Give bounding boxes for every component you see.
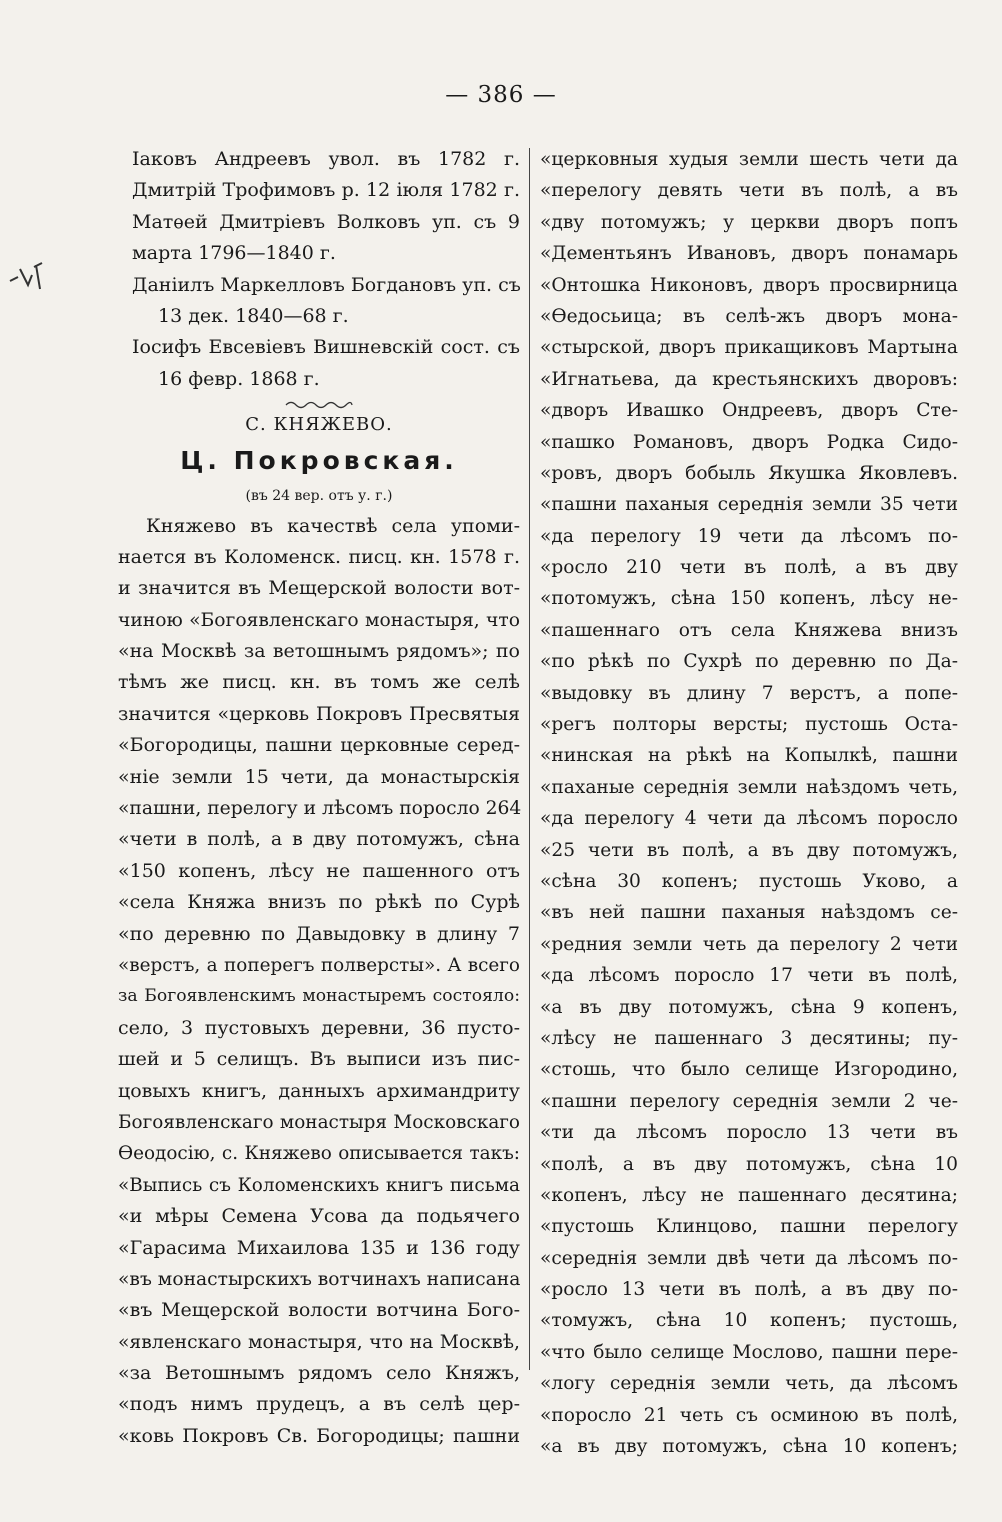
page-number: — 386 —: [445, 82, 557, 108]
text-line: нается въ Коломенск. писц. кн. 1578 г.: [118, 545, 520, 568]
text-line: «полѣ, а въ дву потомужъ, сѣна 10: [540, 1153, 958, 1175]
text-line: «въ ней пашни паханыя наѣздомъ се-: [540, 902, 958, 924]
clergy-line: Іаковъ Андреевъ увол. въ 1782 г.: [132, 148, 520, 170]
text-line: «да лѣсомъ поросло 17 чети въ полѣ,: [540, 965, 958, 987]
clergy-line: Матѳей Дмитріевъ Волковъ уп. съ 9: [132, 210, 520, 233]
text-line: «лѣсу не пашеннаго 3 десятины; пу-: [540, 1027, 958, 1049]
text-line: «Игнатьева, да крестьянскихъ дворовъ:: [540, 368, 958, 390]
text-line: «а въ дву потомужъ, сѣна 10 копенъ;: [540, 1436, 958, 1458]
text-line: «пашко Романовъ, дворъ Родка Сидо-: [540, 431, 958, 453]
text-line: Ѳеодосію, с. Княжево описывается такъ:: [118, 1143, 520, 1165]
text-line: «дву потомужъ; у церкви дворъ попъ: [540, 211, 958, 233]
text-line: за Богоявленскимъ монастыремъ состояло:: [118, 986, 520, 1007]
clergy-line: Даніилъ Маркелловъ Богдановъ уп. съ: [132, 273, 521, 296]
text-line: «подъ нимъ прудецъ, а въ селѣ цер-: [118, 1393, 520, 1416]
text-line: село, 3 пустовыхъ деревни, 36 пусто-: [118, 1016, 520, 1039]
text-line: «25 чети въ полѣ, а въ дву потомужъ,: [540, 839, 958, 861]
margin-pencil-mark: [8, 255, 58, 299]
village-heading: С. КНЯЖЕВО.: [245, 414, 393, 436]
text-line: «стошь, что было селище Изгородино,: [540, 1059, 958, 1081]
text-line: «регъ полторы версты; пустошь Оста-: [540, 714, 958, 736]
text-line: «поросло 21 четь съ осминою въ полѣ,: [540, 1404, 958, 1426]
text-line: «въ Мещерской волости вотчина Бого-: [118, 1299, 520, 1322]
decorative-squiggle: [118, 395, 520, 409]
text-line: «середнія земли двѣ чети да лѣсомъ по-: [540, 1247, 958, 1269]
text-line: «села Княжа внизъ по рѣкѣ по Сурѣ: [118, 891, 520, 914]
text-line: «чети в полѣ, а в дву потомужъ, сѣна: [118, 828, 520, 851]
text-line: «ковь Покровъ Св. Богородицы; пашни: [118, 1424, 520, 1447]
text-line: «и мѣры Семена Усова да подьячего: [118, 1205, 520, 1228]
church-heading: Ц. Покровская.: [180, 445, 458, 475]
clergy-line: 16 февр. 1868 г.: [158, 367, 320, 390]
text-line: «стырской, дворъ прикащиковъ Мартына: [540, 337, 958, 359]
text-line: «верстъ, а поперегъ полверсты». А всего: [118, 954, 520, 976]
text-line: «пашни перелогу середнія земли 2 че-: [540, 1090, 958, 1112]
clergy-line: марта 1796—1840 г.: [132, 242, 336, 265]
text-line: «потомужъ, сѣна 150 копенъ, лѣсу не-: [540, 588, 958, 610]
text-line: «а въ дву потомужъ, сѣна 9 копенъ,: [540, 996, 958, 1018]
text-line: «по рѣкѣ по Сухрѣ по деревню по Да-: [540, 651, 958, 673]
text-line: «сѣна 30 копенъ; пустошь Уково, а: [540, 870, 958, 892]
text-line: «за Ветошнымъ рядомъ село Княжъ,: [118, 1362, 520, 1385]
text-line: «томужъ, сѣна 10 копенъ; пустошь,: [540, 1310, 958, 1332]
text-line: «явленскаго монастыря, что на Москвѣ,: [118, 1331, 520, 1353]
left-column: [118, 144, 522, 1447]
right-column: [540, 144, 958, 1458]
text-line: «Выпись съ Коломенскихъ книгъ письма: [118, 1174, 520, 1196]
text-line: Княжево въ качествѣ села упоми-: [146, 514, 520, 537]
text-line: «церковныя худыя земли шесть чети да: [540, 149, 958, 170]
text-line: «да перелогу 4 чети да лѣсомъ поросло: [540, 808, 958, 830]
text-line: тѣмъ же писц. кн. въ томъ же селѣ: [118, 671, 520, 694]
text-line: «пустошь Клинцово, пашни перелогу: [540, 1216, 958, 1238]
text-line: «пашни паханыя середнія земли 35 чети: [540, 494, 958, 516]
text-line: «перелогу девять чети въ полѣ, а въ: [540, 180, 958, 202]
column-divider: [529, 148, 530, 1370]
text-line: «росло 13 чети въ полѣ, а въ дву по-: [540, 1279, 958, 1301]
text-line: «по деревню по Давыдовку в длину 7: [118, 922, 520, 945]
distance-note: (въ 24 вер. отъ у. г.): [245, 487, 393, 504]
clergy-line: Іосифъ Евсевіевъ Вишневскій сост. съ: [132, 336, 520, 359]
text-line: «на Москвѣ за ветошнымъ рядомъ»; по: [118, 640, 520, 663]
clergy-line: 13 дек. 1840—68 г.: [158, 304, 349, 327]
text-line: «пашеннаго отъ села Княжева внизъ: [540, 619, 958, 641]
text-line: и значится въ Мещерской волости вот-: [118, 577, 520, 600]
text-line: «Дементьянъ Ивановъ, дворъ понамарь: [540, 243, 958, 265]
text-line: «логу середнія земли четь, да лѣсомъ: [540, 1373, 958, 1395]
text-line: «въ монастырскихъ вотчинахъ написана: [118, 1268, 521, 1290]
text-line: «паханые середнія земли наѣздомъ четь,: [540, 776, 958, 798]
text-line: цовыхъ книгъ, данныхъ архимандриту: [118, 1079, 520, 1102]
text-line: «150 копенъ, лѣсу не пашенного отъ: [118, 859, 520, 882]
text-line: «ти да лѣсомъ поросло 13 чети въ: [540, 1122, 958, 1144]
text-line: Богоявленскаго монастыря Московскаго: [118, 1111, 520, 1133]
text-line: «Ѳедосьица; въ селѣ-жъ дворъ мона-: [540, 305, 958, 327]
text-line: «редния земли четь да перелогу 2 чети: [540, 933, 958, 955]
text-line: чиною «Богоявленскаго монастыря, что: [118, 609, 520, 631]
text-line: «пашни, перелогу и лѣсомъ поросло 264: [118, 798, 522, 820]
text-line: «росло 210 чети въ полѣ, а въ дву: [540, 557, 958, 579]
text-line: «дворъ Ивашко Ондреевъ, дворъ Сте-: [540, 400, 958, 422]
text-line: «копенъ, лѣсу не пашеннаго десятина;: [540, 1184, 958, 1206]
clergy-line: Дмитрій Трофимовъ р. 12 іюля 1782 г.: [132, 179, 520, 202]
text-line: шей и 5 селищъ. Въ выписи изъ пис-: [118, 1048, 520, 1071]
text-line: «Онтошка Никоновъ, дворъ просвирница: [540, 274, 958, 296]
text-line: «Богородицы, пашни церковные серед-: [118, 734, 520, 757]
text-line: «ровъ, дворъ бобыль Якушка Яковлевъ.: [540, 462, 958, 484]
text-line: «ніе земли 15 чети, да монастырскія: [118, 765, 520, 788]
text-line: «что было селище Мослово, пашни пере-: [540, 1341, 958, 1363]
text-line: «Гарасима Михаилова 135 и 136 году: [118, 1236, 520, 1259]
text-line: «выдовку въ длину 7 верстъ, а попе-: [540, 682, 958, 704]
text-line: «да перелогу 19 чети да лѣсомъ по-: [540, 525, 958, 547]
text-line: значится «церковь Покровъ Пресвятыя: [118, 702, 520, 725]
text-line: «нинская на рѣкѣ на Копылкѣ, пашни: [540, 745, 958, 767]
